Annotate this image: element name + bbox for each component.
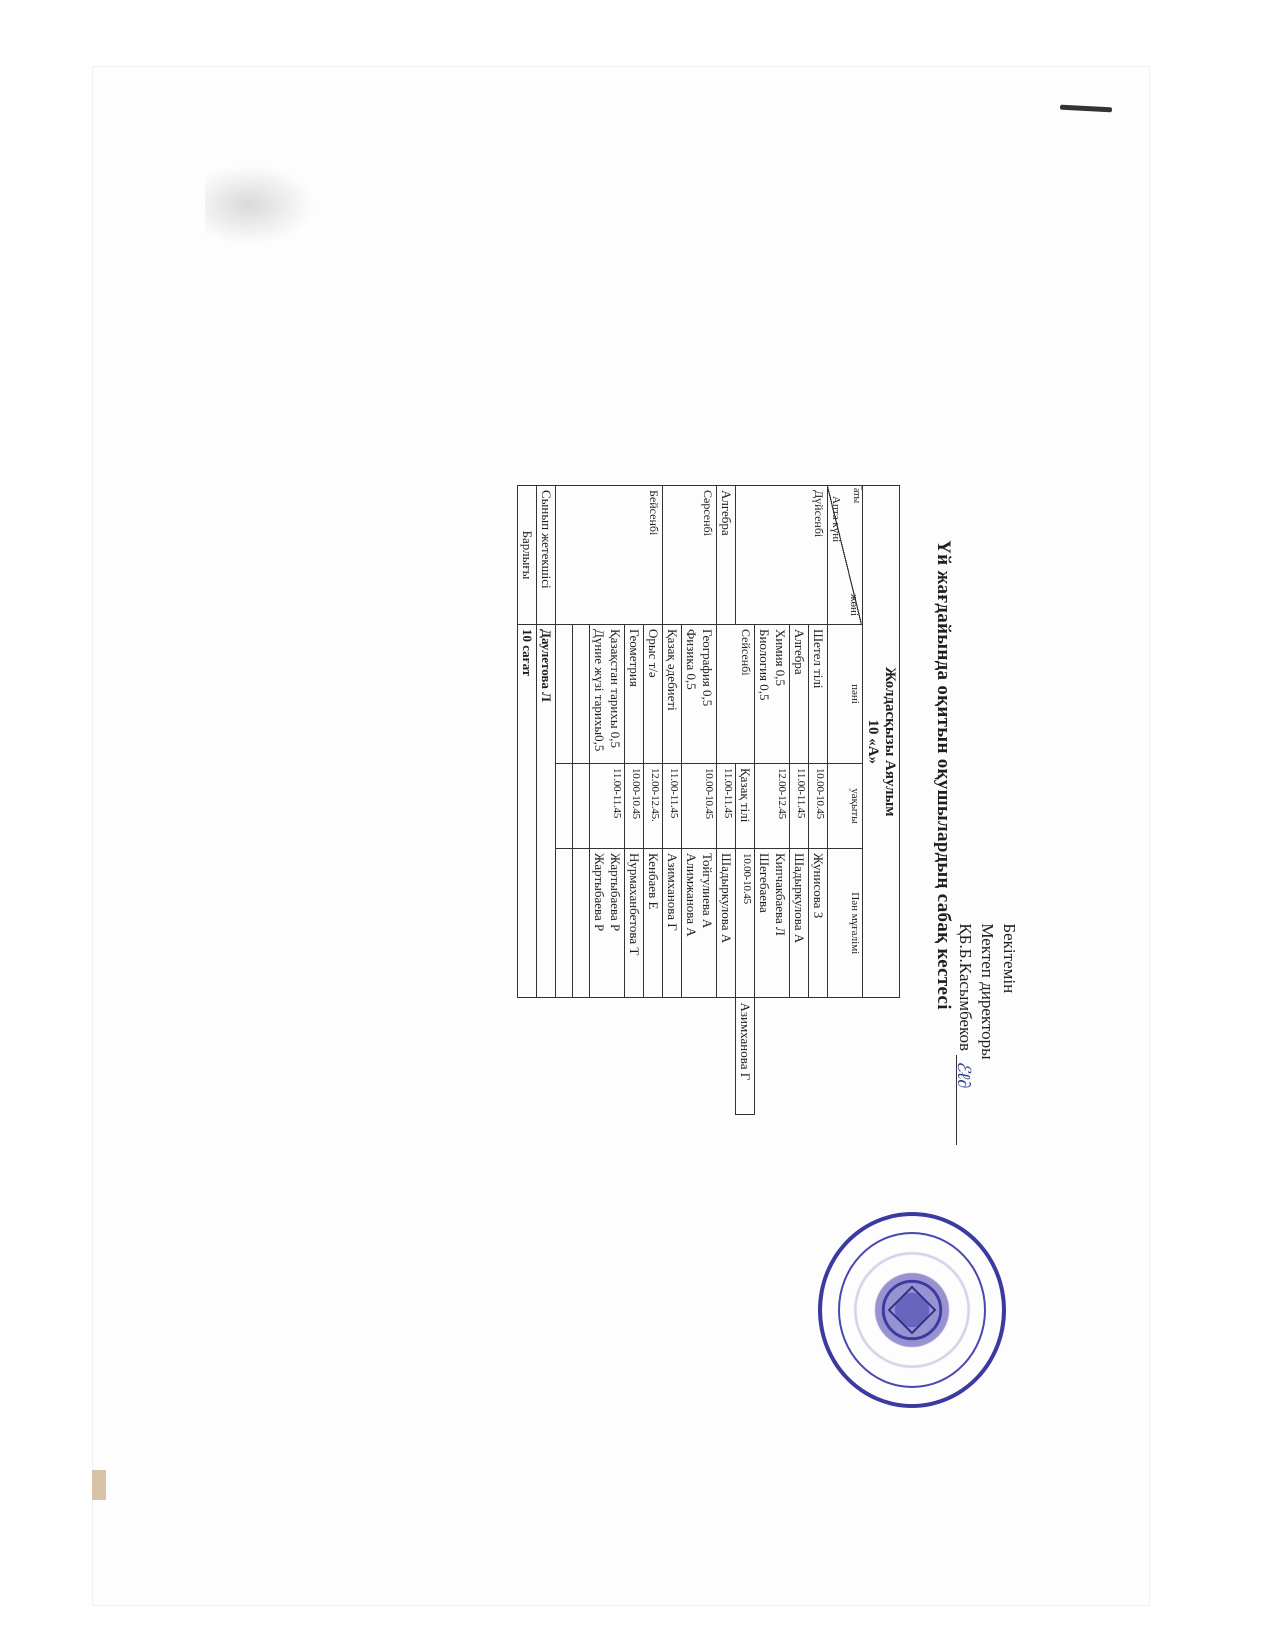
time-cell: 12.00-12.45 [755,764,790,849]
day-tuesday: Сейсенбі [717,625,755,764]
director-title: Мектеп директоры [978,923,997,1060]
subject-cell [590,625,625,764]
official-stamp [818,1212,1006,1408]
signature-scribble: ℰℓ∂ [954,1061,975,1089]
time-cell: 11.00-11.45 [663,764,682,849]
col-time: уақыты [828,764,863,849]
teacher-cell: Азимханова Г [663,849,682,998]
document-title: Үй жағдайында оқитын оқушылардың сабақ кестесі [933,540,954,1010]
subject-line: Қазақстан тарихы 0,5 [608,629,623,749]
header-row [828,486,863,1115]
subject-line: Дүние жүзі тарихы0,5 [592,629,607,752]
time-cell: 11.00-11.45 [717,764,736,849]
col-teacher: Пән мұғалімі [828,849,863,998]
student-class: 10 «А» [865,719,881,765]
teacher-cell [755,849,790,998]
stamp-emblem [822,1216,1002,1404]
teacher-cell: Шадыркулова А [790,849,809,998]
total-label: Барлығы [518,486,537,625]
teacher-line: Кипчакбаева Л [773,853,788,936]
time-cell: 10.00-10.45 [809,764,828,849]
faded-bleedthrough [205,165,315,245]
corner-top-right: жөні [848,593,860,616]
table-row [682,486,717,1115]
teacher-cell: Азимханова Г [736,998,755,1115]
teacher-cell: Нурмаханбетова Т [625,849,644,998]
time-cell: 10.00-10.45 [736,849,755,998]
teacher-line: Жартыбаева Р [592,853,607,932]
corner-top-left: аты [851,488,862,504]
teacher-line: Жартыбаева Р [608,853,623,932]
teacher-line: Тойгулиева А [700,853,715,929]
approval-block [954,923,1020,1145]
day-wednesday: Сәрсенбі [663,486,717,625]
subject-cell: Алгебра [790,625,809,764]
caption-row [863,486,900,1115]
schedule-table [517,485,900,1115]
time-cell: 10.00-10.45 [682,764,717,849]
table-row [809,486,828,1115]
table-row [644,486,663,1115]
time-cell: 11.00-11.45 [590,764,625,849]
signature [954,1055,975,1145]
teacher-line: Алимжанова А [684,853,699,937]
teacher-cell [590,849,625,998]
caption-cell [863,486,900,998]
subject-cell: Шетел тілі [809,625,828,764]
time-cell: 11.00-11.45 [790,764,809,849]
total-row [518,486,537,1115]
director-signature-line [954,923,976,1145]
class-teacher-name: Даулетова Л [537,625,556,998]
approve-label: Бекітемін [1000,923,1019,994]
col-subject: пәні [828,625,863,764]
subject-line: Физика 0,5 [684,629,699,690]
student-name: Жолдасқызы Аяулым [882,667,898,817]
day-monday: Дүйсенбі [736,486,828,625]
corner-cell [828,486,863,625]
teacher-cell [682,849,717,998]
subject-cell: Қазақ әдебиеті [663,625,682,764]
corner-bottom: Апта күні [830,496,842,543]
teacher-line: Шегебаева [757,853,772,913]
subject-line: Биология 0,5 [757,629,772,701]
rotated-document [340,405,1020,1145]
time-cell: 12.00-12.45. [644,764,663,849]
subject-line: Химия 0,5 [773,629,788,687]
class-teacher-row [537,486,556,1115]
teacher-cell: Жунисова З [809,849,828,998]
subject-line: География 0,5 [700,629,715,707]
subject-cell [682,625,717,764]
subject-cell: Алгебра [717,486,736,625]
subject-cell: Қазақ тілі [736,764,755,849]
subject-cell: Геометрия [625,625,644,764]
class-teacher-label: Сынып жетекшісі [537,486,556,625]
teacher-cell: Кенбаев Е [644,849,663,998]
subject-cell [755,625,790,764]
time-cell: 10.00-10.45 [625,764,644,849]
subject-cell: Орыс т/ә [644,625,663,764]
teacher-cell: Шадыркулова А [717,849,736,998]
director-name: ҚБ.Б.Касымбеков [956,923,975,1051]
total-value: 10 сағат [518,625,537,998]
day-thursday: Бейсенбі [556,486,663,625]
paper-edge-mark [92,1470,106,1500]
table-row [717,486,736,1115]
